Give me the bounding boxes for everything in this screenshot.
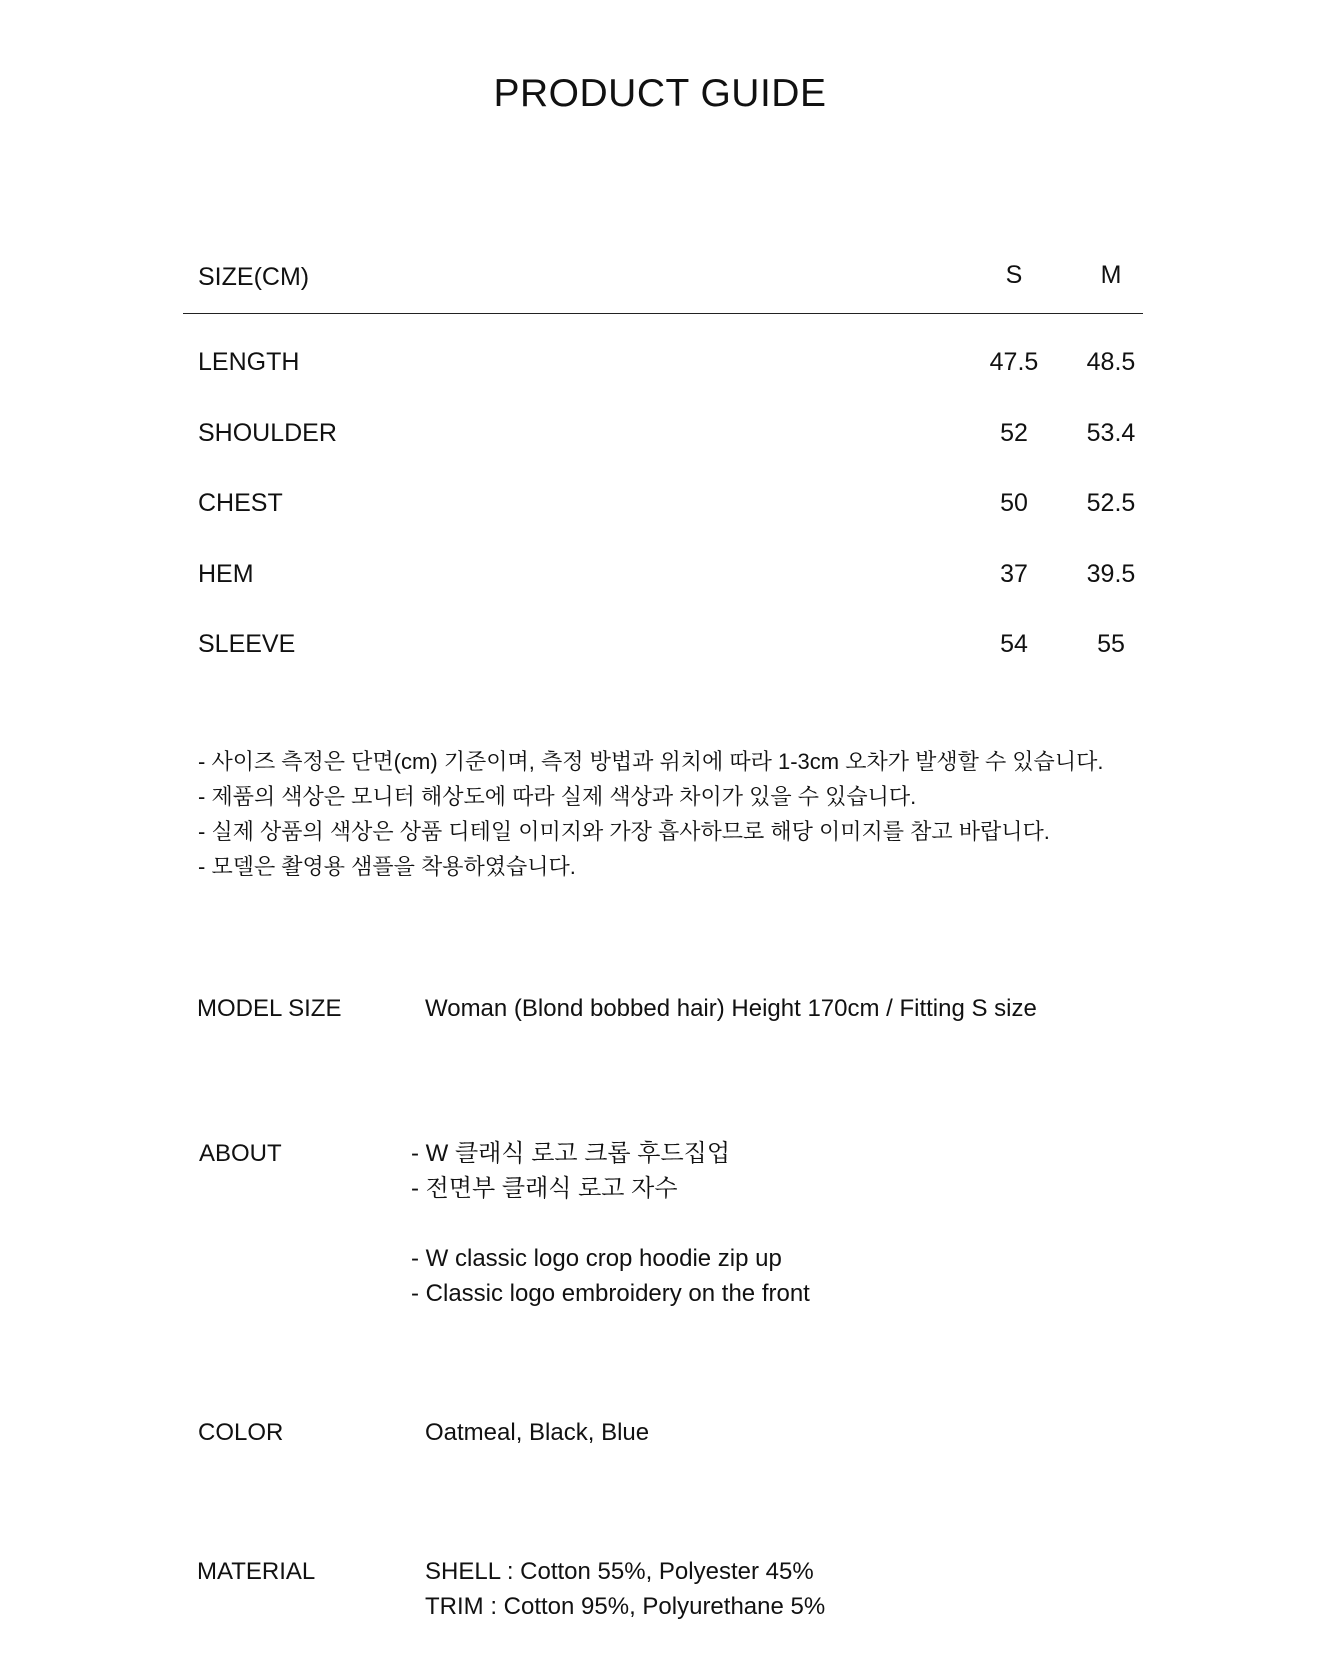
about-english	[411, 1241, 810, 1311]
about-label: ABOUT	[199, 1140, 282, 1167]
size-header-label: SIZE(CM)	[198, 263, 310, 291]
size-table-body	[183, 314, 1143, 687]
size-table	[183, 255, 1143, 687]
value-s: 37	[1000, 559, 1028, 588]
material-line: SHELL : Cotton 55%, Polyester 45%	[425, 1558, 814, 1585]
size-table-header	[183, 255, 1143, 314]
material-line: TRIM : Cotton 95%, Polyurethane 5%	[425, 1593, 826, 1620]
row-label: CHEST	[198, 489, 283, 517]
value-m: 55	[1097, 630, 1125, 658]
about-korean	[411, 1136, 730, 1206]
about-line: - W 클래식 로고 크롭 후드집업	[411, 1140, 731, 1167]
value-s: 50	[1000, 489, 1028, 517]
table-row-length	[183, 334, 1143, 405]
row-label: HEM	[198, 559, 254, 588]
about-line: - 전면부 클래식 로고 자수	[411, 1175, 678, 1202]
table-row-chest	[183, 475, 1143, 546]
size-notes	[198, 744, 1103, 884]
size-header-m: M	[1100, 261, 1122, 289]
color-label: COLOR	[198, 1419, 284, 1446]
note-line: - 모델은 촬영용 샘플을 착용하였습니다.	[198, 854, 576, 879]
page-title: PRODUCT GUIDE	[493, 72, 827, 115]
row-label: LENGTH	[198, 348, 300, 376]
color-value: Oatmeal, Black, Blue	[425, 1419, 650, 1446]
about-line: - Classic logo embroidery on the front	[411, 1280, 810, 1307]
value-s: 54	[1000, 630, 1028, 658]
model-size-value: Woman (Blond bobbed hair) Height 170cm / Fitting S size	[425, 995, 1037, 1022]
note-line: - 실제 상품의 색상은 상품 디테일 이미지와 가장 흡사하므로 해당 이미지를 참고 바랍니다.	[198, 819, 1050, 844]
value-m: 52.5	[1086, 489, 1136, 517]
table-row-shoulder	[183, 405, 1143, 476]
value-m: 39.5	[1086, 559, 1136, 588]
row-label: SLEEVE	[198, 630, 296, 658]
table-row-sleeve	[183, 616, 1143, 687]
table-row-hem	[183, 546, 1143, 617]
material-lines	[425, 1554, 825, 1624]
value-s: 47.5	[989, 348, 1039, 376]
model-size-label: MODEL SIZE	[197, 995, 342, 1022]
about-line: - W classic logo crop hoodie zip up	[411, 1245, 782, 1272]
note-line: - 사이즈 측정은 단면(cm) 기준이며, 측정 방법과 위치에 따라 1-3cm 오차가 발생할 수 있습니다.	[198, 749, 1104, 774]
note-line: - 제품의 색상은 모니터 해상도에 따라 실제 색상과 차이가 있을 수 있습니다.	[198, 784, 917, 809]
value-m: 53.4	[1086, 418, 1136, 447]
size-header-s: S	[1005, 261, 1023, 289]
row-label: SHOULDER	[198, 418, 337, 447]
material-label: MATERIAL	[197, 1558, 316, 1585]
value-s: 52	[1000, 418, 1028, 447]
value-m: 48.5	[1086, 348, 1136, 376]
